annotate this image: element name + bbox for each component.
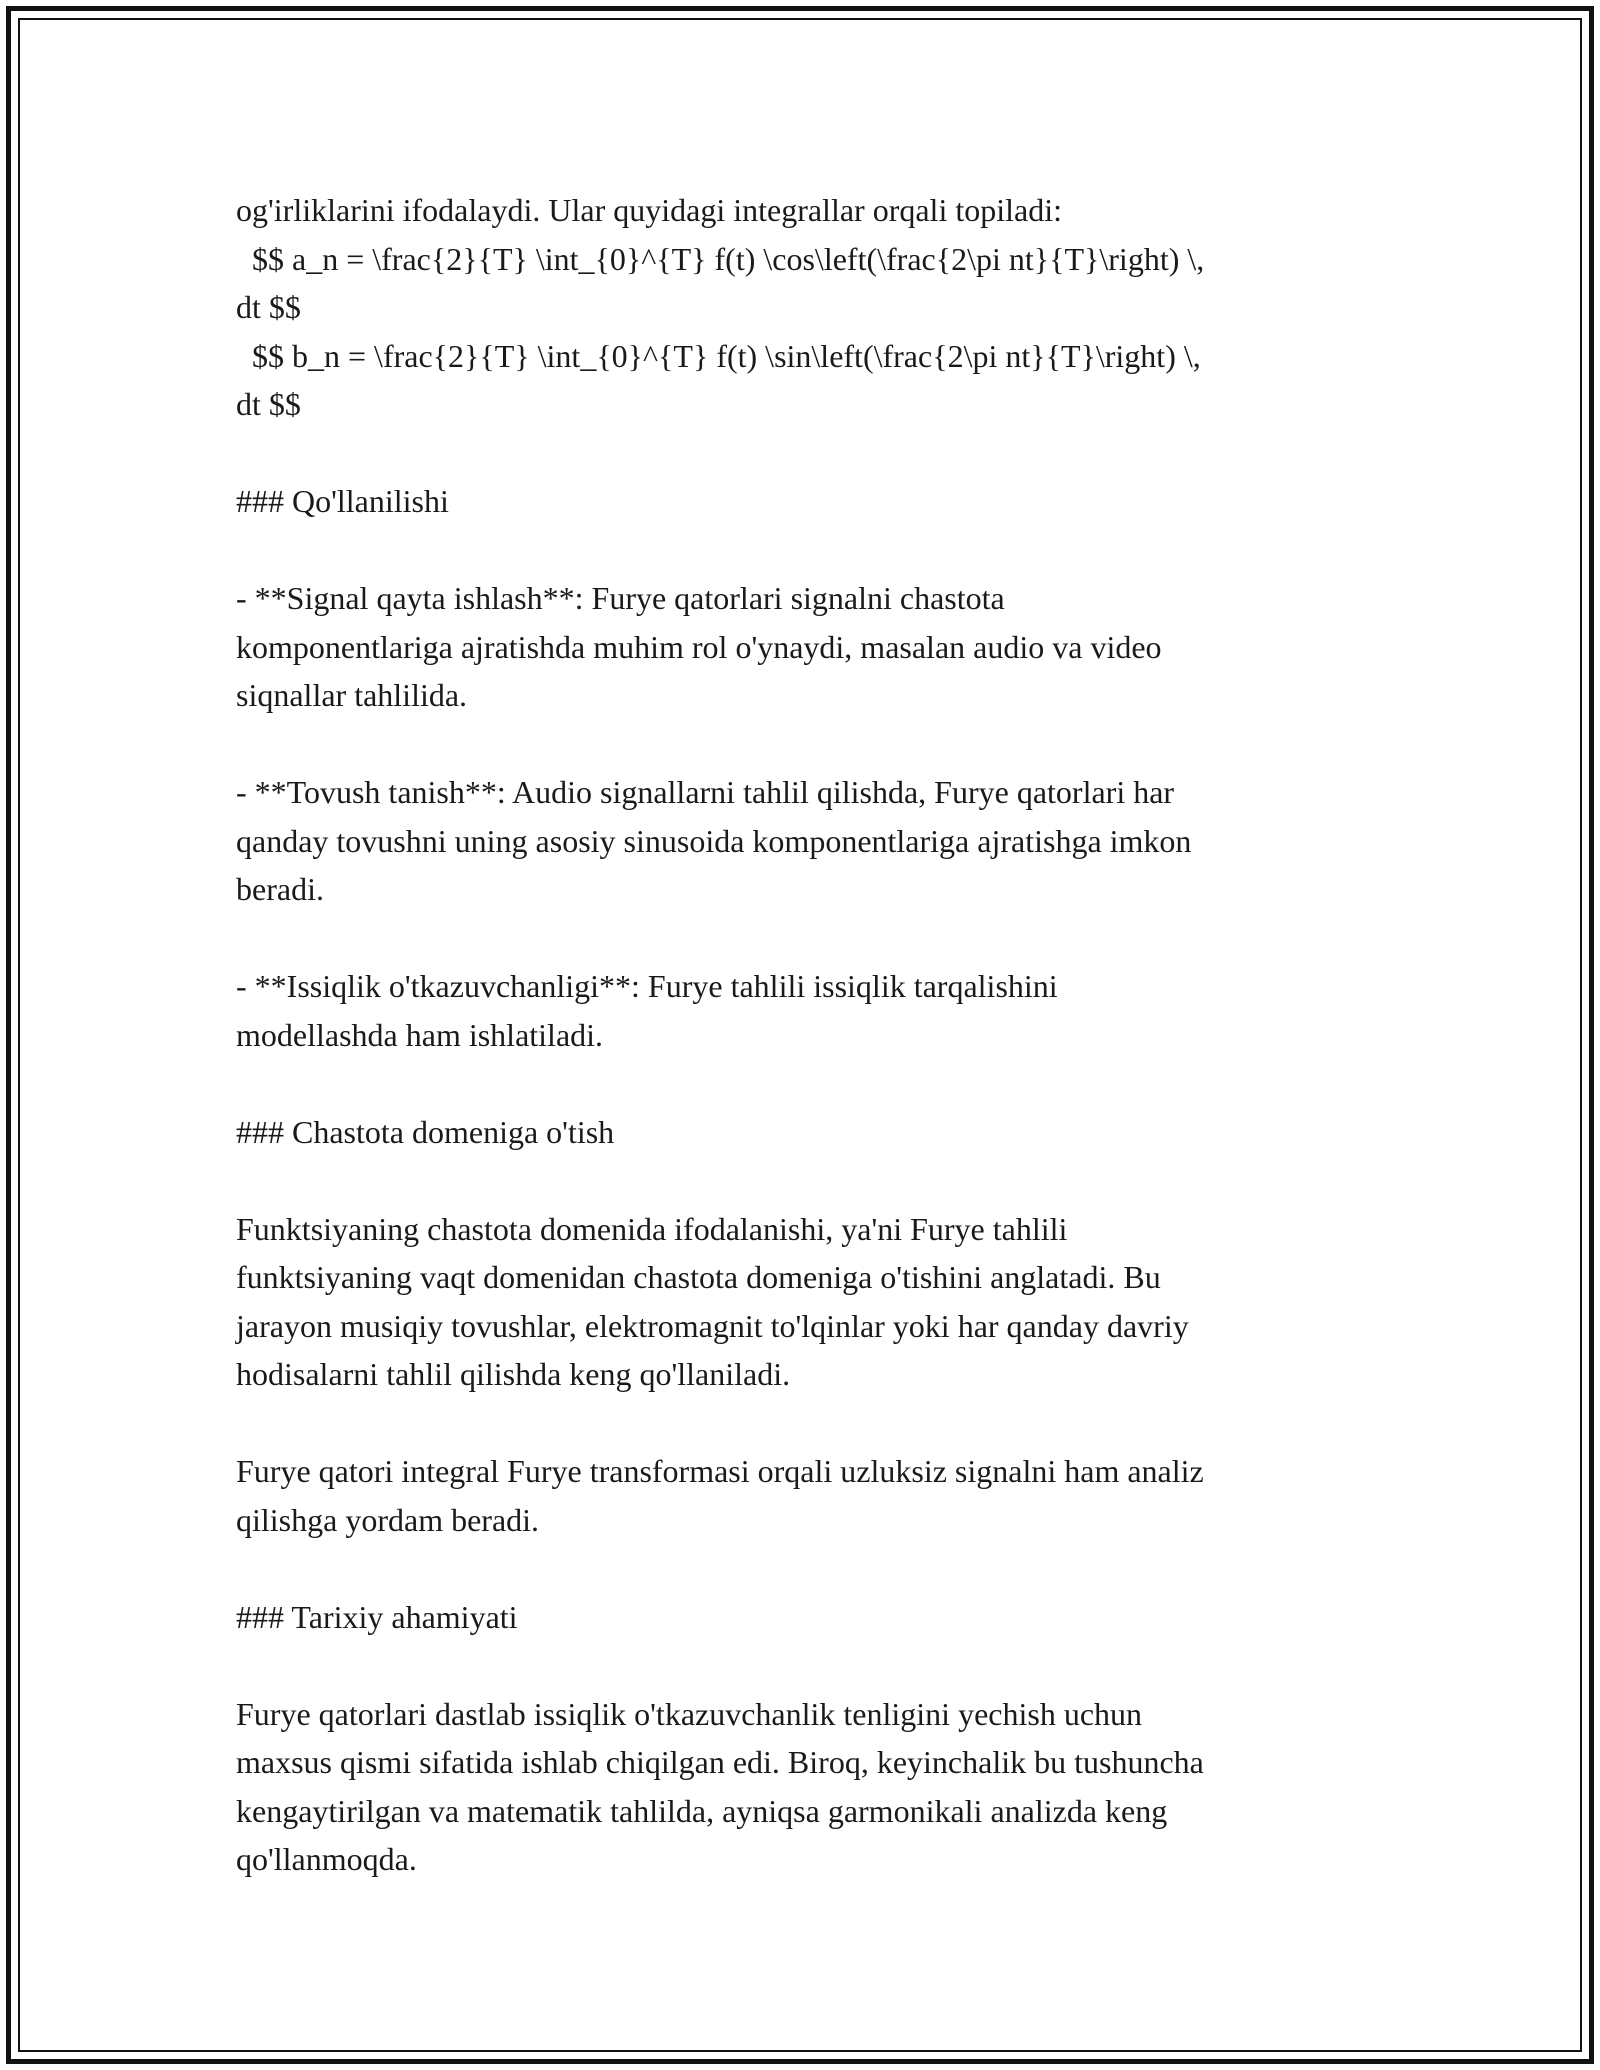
section-heading-frequency: ### Chastota domeniga o'tish [236,1113,615,1150]
text-line: maxsus qismi sifatida ishlab chiqilgan edi. Biroq, keyinchalik bu tushuncha [236,1744,1204,1780]
blank-line [236,429,1364,478]
text-line: Furye qatorlari dastlab issiqlik o'tkazuvchanlik tenligini yechish uchun [236,1695,1143,1732]
formula-line: dt $$ [236,386,301,422]
blank-line [236,1399,1364,1448]
section-heading-history: ### Tarixiy ahamiyati [236,1598,518,1635]
section-heading-applications: ### Qo'llanilishi [236,483,449,519]
text-line: komponentlariga ajratishda muhim rol o'ynaydi, masalan audio va video [236,628,1162,665]
text-line: Funktsiyaning chastota domenida ifodalanishi, ya'ni Furye tahlili [236,1210,1068,1247]
text-line: qanday tovushni uning asosiy sinusoida komponentlariga ajratishga imkon [236,822,1192,859]
blank-line [236,1641,1364,1690]
blank-line [236,1544,1364,1593]
text-line: kengaytirilgan va matematik tahlilda, ayniqsa garmonikali analizda keng [236,1792,1168,1829]
text-line: - **Issiqlik o'tkazuvchanligi**: Furye tahlili issiqlik tarqalishini [236,968,1058,1004]
text-line: - **Tovush tanish**: Audio signallarni tahlil qilishda, Furye qatorlari har [236,774,1175,810]
text-line: Furye qatori integral Furye transformasi orqali uzluksiz signalni ham analiz [236,1453,1204,1489]
text-line: funktsiyaning vaqt domenidan chastota domeniga o'tishini anglatadi. Bu [236,1259,1161,1295]
text-line: siqnallar tahlilida. [236,677,468,713]
text-line: modellashda ham ishlatiladi. [236,1016,604,1053]
bullet-heat-conduction [236,962,1364,1059]
text-line: hodisalarni tahlil qilishda keng qo'llaniladi. [236,1356,791,1392]
document-body [236,186,1364,1884]
blank-line [236,720,1364,769]
blank-line [236,1059,1364,1108]
text-line: beradi. [236,871,324,907]
formula-line: $$ b_n = \frac{2}{T} \int_{0}^{T} f(t) \sin\left(\frac{2\pi nt}{T}\right) \, [236,337,1201,374]
text-line: qilishga yordam beradi. [236,1501,540,1538]
blank-line [236,526,1364,575]
blank-line [236,914,1364,963]
paragraph-history [236,1690,1364,1884]
blank-line [236,1156,1364,1205]
bullet-sound-recognition [236,768,1364,914]
bullet-signal-processing [236,574,1364,720]
paragraph-frequency-domain [236,1205,1364,1399]
paragraph-integral-transform [236,1447,1364,1544]
formula-line: dt $$ [236,289,301,325]
text-line: qo'llanmoqda. [236,1841,417,1877]
text-line: - **Signal qayta ishlash**: Furye qatorlari signalni chastota [236,580,1005,616]
intro-formulas [236,186,1364,429]
text-line: og'irliklarini ifodalaydi. Ular quyidagi integrallar orqali topiladi: [236,192,1062,228]
text-line: jarayon musiqiy tovushlar, elektromagnit to'lqinlar yoki har qanday davriy [236,1307,1189,1344]
formula-line: $$ a_n = \frac{2}{T} \int_{0}^{T} f(t) \cos\left(\frac{2\pi nt}{T}\right) \, [236,240,1205,277]
